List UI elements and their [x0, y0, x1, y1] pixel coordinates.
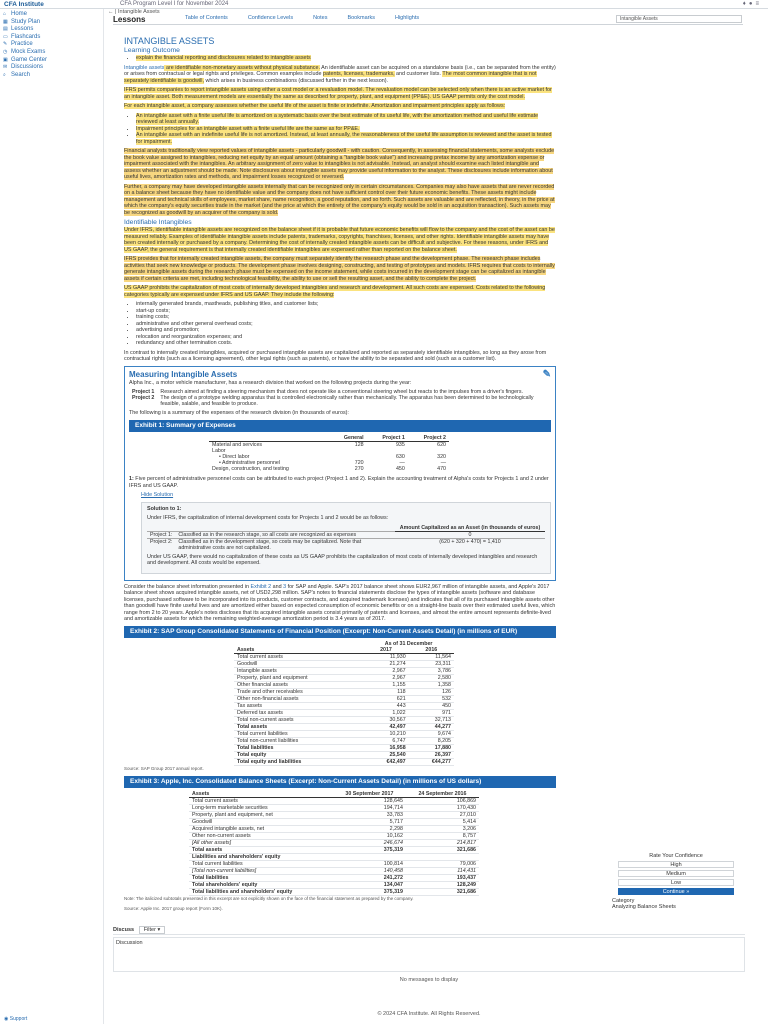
- column-header: General: [343, 435, 364, 441]
- table-cell: Other financial assets: [237, 682, 288, 688]
- table-row: [234, 745, 454, 752]
- table-cell: 27,010: [459, 812, 476, 818]
- back-arrow-icon[interactable]: ←: [108, 9, 114, 15]
- solution-title: Solution to 1:: [147, 505, 182, 512]
- apple-note: Note: The italicized subtotals presented in this excerpt are not explicitly shown on the face of the financial statement as prepared by the company.: [124, 896, 414, 901]
- table-cell: Total equity and liabilities: [237, 759, 302, 765]
- table-cell: 11,564: [435, 654, 451, 660]
- table-cell: Other non-current assets: [192, 833, 251, 839]
- table-cell: 935: [395, 442, 405, 448]
- table-cell: 532: [442, 696, 451, 702]
- sidebar-item-label: Lessons: [11, 26, 34, 33]
- table-cell: 23,311: [435, 661, 451, 667]
- table-cell: Total current assets: [192, 798, 238, 804]
- table-cell: 3,786: [437, 668, 451, 674]
- category-info: [612, 898, 740, 910]
- table-row: [189, 826, 479, 833]
- solution-panel: [141, 502, 551, 574]
- paragraph-research-development: IFRS provides that for internally created intangible assets, the company must separately identify the research phase and the development phase. The research phase includes activities that seek new knowledge or products. The development phase involves designing, constructing, and testing of prototypes and models. IFRS requires that costs to internally generate intangible assets during the research phase must be expensed on the income statement, while costs incurred in the development stage can be capitalized as intangible assets if certain criteria are met, including technological feasibility, the ability to use or sell the resulting asset, and the ability to complete the project.: [124, 256, 555, 282]
- sidebar-item-search[interactable]: [0, 72, 103, 80]
- sidebar-item-lessons[interactable]: [0, 26, 103, 34]
- table-row: [234, 710, 454, 717]
- projects-table: [129, 389, 551, 407]
- table-cell: 9,674: [437, 731, 451, 737]
- solution-row: [147, 531, 545, 538]
- table-cell: Total current assets: [237, 654, 283, 660]
- sidebar-icon-3: ▭: [3, 33, 8, 40]
- exhibit-2-link[interactable]: Exhibit 2: [250, 583, 272, 590]
- continue-button[interactable]: Continue »: [618, 888, 734, 895]
- table-cell: 1,022: [392, 710, 406, 716]
- table-cell: 44,277: [434, 724, 451, 730]
- table-cell: Total non-current assets: [237, 717, 294, 723]
- table-row: [189, 854, 479, 861]
- tab-confidence-levels[interactable]: Confidence Levels: [247, 15, 294, 21]
- table-cell: 375,319: [383, 889, 403, 895]
- table-cell: 2,967: [392, 668, 406, 674]
- table-row: [189, 875, 479, 882]
- expensed-item: • training costs;: [136, 314, 556, 321]
- table-cell: 450: [442, 703, 451, 709]
- table-row: [189, 889, 479, 896]
- table-cell: 25,540: [389, 752, 406, 758]
- table-cell: 320: [437, 454, 446, 460]
- table-cell: 33,783: [386, 812, 403, 818]
- table-cell: 100,814: [383, 861, 403, 867]
- project-text: The design of a prototype welding apparatus that is controlled electronically rather than mechanically. The apparatus has been determined to be technologically feasible, salable, and feasible to produce.: [160, 395, 534, 407]
- table-cell: Total non-current liabilities: [237, 738, 299, 744]
- table-cell: 5,717: [389, 819, 403, 825]
- table-cell: €44,277: [431, 759, 451, 765]
- table-cell: 620: [437, 442, 446, 448]
- solution-table: [147, 525, 545, 551]
- expensed-item: • redundancy and other termination costs.: [136, 340, 556, 347]
- tab-divider: [113, 24, 743, 25]
- table-cell: 30,567: [389, 717, 406, 723]
- table-row: [234, 731, 454, 738]
- apple-source: Source: Apple Inc. 2017 group report (Form 10K).: [124, 905, 223, 911]
- table-row: [234, 675, 454, 682]
- table-cell: Property, plant and equipment: [237, 675, 308, 681]
- table-cell: 214,817: [456, 840, 476, 846]
- table-cell: 8,757: [462, 833, 476, 839]
- paragraph-useful-life: For each intangible asset, a company assesses whether the useful life of the asset is finite or indefinite. Amortization and impairment principles apply as follows:: [124, 103, 506, 109]
- table-cell: €42,497: [386, 759, 406, 765]
- paragraph-us-gaap: US GAAP prohibits the capitalization of most costs of internally developed intangibles and research and development. All such costs are expensed. Costs related to the following categories typically are expensed under IFRS and US GAAP. They include the following:: [124, 285, 546, 298]
- table-cell: 443: [396, 703, 406, 709]
- category-label: Category: [612, 898, 635, 904]
- paragraph-analyst-caution: Financial analysts traditionally view reported values of intangible assets - particularly goodwill - with caution. Consequently, in assessing financial statements, some analysts exclude the book value assigned to intangibles, reducing net equity by an equal amount (obtaining a "tangible book value") and increasing pretax income by any amortization expense or impairment associated with the intangibles. An arbitrary assignment of zero value to intangibles is not advisable. Instead, an analyst should examine each listed intangible and assess whether an adjustment should be made. Note disclosures about intangible assets may provide useful information to the analyst. These disclosures include information about useful lives, amortization rates and methods, and impairment losses recognized or reversed.: [124, 148, 555, 180]
- column-header: Amount Capitalized as an Asset (in thousands of euros): [395, 525, 545, 532]
- discussion-header: [113, 925, 745, 935]
- table-cell: Goodwill: [237, 661, 258, 667]
- support-label: Support: [9, 1016, 28, 1022]
- table-cell: Other non-financial assets: [237, 696, 299, 702]
- table-cell: Acquired intangible assets, net: [192, 826, 265, 832]
- table-cell: 2,580: [437, 675, 451, 681]
- table-cell: 170,430: [456, 805, 476, 811]
- program-selector[interactable]: CFA Program Level I for November 2024: [120, 1, 229, 7]
- sidebar-icon-1: ▦: [3, 18, 8, 25]
- sidebar-nav: [0, 9, 103, 79]
- confidence-medium-button[interactable]: Medium: [618, 870, 734, 877]
- confidence-low-button[interactable]: Low: [618, 879, 734, 886]
- paragraph-intangibles-intro: Intangible assets are identifiable non-monetary assets without physical substance. An identifiable asset can be acquired on a standalone basis (i.e., can be separated from the entity) or arises from contractual or legal rights and privileges. Common examples include patents, licenses, trademarks, and customer lists. The most common intangible that is not separately identifiable is goodwill, which arises in business combinations (discussed further in the next lesson).: [124, 64, 556, 84]
- exhibit-3-link[interactable]: 3: [283, 583, 287, 590]
- example-title: Measuring Intangible Assets ✎: [129, 368, 551, 380]
- table-cell: 321,686: [456, 889, 476, 895]
- table-cell: 8,205: [437, 738, 451, 744]
- exhibit-1-header: Exhibit 1: Summary of Expenses: [129, 420, 551, 433]
- confidence-high-button[interactable]: High: [618, 861, 734, 868]
- table-cell: 270: [354, 466, 364, 472]
- sidebar-icon-4: ✎: [3, 41, 8, 48]
- table-cell: • Administrative personnel: [219, 460, 281, 466]
- amortization-item: • An intangible asset with an indefinite useful life is not amortized. Instead, at least annually, the reasonableness of the useful life assumption is reviewed and the asset is tested for impairment.: [136, 132, 556, 145]
- table-row: [189, 847, 479, 854]
- table-row: [234, 752, 454, 759]
- table-cell: Material and services: [212, 442, 263, 448]
- table-cell: [406, 854, 479, 861]
- sidebar-icon-8: ⌕: [3, 71, 6, 78]
- sidebar-icon-5: ◷: [3, 48, 8, 55]
- top-bar: [0, 0, 768, 9]
- lesson-title: INTANGIBLE ASSETS: [124, 36, 215, 46]
- table-cell: 321,686: [456, 847, 476, 853]
- column-header: Project 1: [382, 435, 405, 441]
- table-cell: 1,358: [437, 682, 451, 688]
- table-cell: 720: [354, 460, 364, 466]
- confidence-title: Rate Your Confidence: [649, 853, 703, 859]
- project-text: Research aimed at finding a steering mechanism that does not operate like a conventional steering wheel but reacts to the impulses from a driver's fingers.: [160, 389, 523, 395]
- table-cell: Total assets: [192, 847, 223, 853]
- table-cell: Goodwill: [192, 819, 213, 825]
- column-header: Assets: [192, 791, 210, 797]
- sidebar-item-discussions[interactable]: [0, 64, 103, 72]
- table-row: [189, 861, 479, 868]
- sidebar-icon-6: ▣: [3, 56, 8, 63]
- tab-highlights[interactable]: Highlights: [394, 15, 420, 21]
- table-row: [209, 466, 449, 472]
- table-cell: 6,747: [392, 738, 406, 744]
- sidebar-item-label: Home: [11, 11, 28, 17]
- column-header: 2017: [380, 647, 392, 653]
- table-row: [234, 696, 454, 703]
- sidebar-item-practice[interactable]: [0, 41, 103, 49]
- breadcrumb: ← | Intangible Assets: [108, 9, 160, 15]
- sidebar-item-label: Discussions: [11, 64, 44, 71]
- sidebar-item-label: Study Plan: [11, 18, 41, 25]
- table-cell: Long-term marketable securities: [192, 805, 268, 811]
- table-cell: Liabilities and shareholders' equity: [192, 854, 281, 860]
- no-messages-text: No messages to display: [399, 977, 459, 983]
- sidebar-item-game-center[interactable]: [0, 57, 103, 65]
- table-cell: Design, construction, and testing: [212, 466, 289, 472]
- table-cell: 17,880: [434, 745, 451, 751]
- paragraph-sap-apple: Consider the balance sheet information presented in Exhibit 2 and 3 for SAP and Apple. SAP's 2017 balance sheet shows EUR2,967 million of intangible assets, and Apple's 2017 balance sheet shows acquired intangible assets, net of USD2,298 million. SAP's notes to financial statements disclose the types of intangible assets (software and database licenses, purchased software to be incorporated into its products, customer contracts, and acquired trademark licenses) and indicates that all of its purchased intangible assets other than goodwill have finite useful lives and are amortized either based on expected consumption of economic benefits or on a straight-line basis over their estimated useful lives, which range from 2 to 20 years. Apple's notes discloses that its acquired intangible assets consist primarily of patents and licenses, and almost the entire amount represents definite-lived and amortizable assets for which the remaining weighted-average amortization period is 3.4 years as of 2017.: [124, 583, 556, 622]
- sap-balance-table: [234, 641, 454, 766]
- notifications-icon[interactable]: ♦: [742, 1, 749, 7]
- tab-table-of-contents[interactable]: Table of Contents: [185, 15, 228, 21]
- learning-outcome-item: • explain the financial reporting and disclosures related to intangible assets: [136, 55, 556, 62]
- table-row: [189, 833, 479, 840]
- solution-intro: Under IFRS, the capitalization of internal development costs for Projects 1 and 2 would be as follows:: [147, 515, 389, 521]
- expenses-table: [209, 435, 449, 472]
- table-cell: Total current liabilities: [237, 731, 288, 737]
- table-cell: Total shareholders' equity: [192, 882, 258, 888]
- table-cell: 10,162: [386, 833, 403, 839]
- page-title: Lessons: [113, 15, 146, 24]
- sidebar-icon-7: ✉: [3, 64, 8, 71]
- table-cell: 134,047: [383, 882, 403, 888]
- table-row: [234, 654, 454, 661]
- table-cell: [All other assets]: [192, 840, 232, 846]
- expensed-item: • internally generated brands, mastheads, publishing titles, and customer lists;: [136, 301, 556, 308]
- table-cell: 140,458: [383, 868, 403, 874]
- table-row: [234, 703, 454, 710]
- table-row: [189, 812, 479, 819]
- date-header: As of 31 December: [384, 641, 433, 647]
- table-cell: 375,319: [383, 847, 403, 853]
- table-cell: Property, plant and equipment, net: [192, 812, 273, 818]
- menu-icon[interactable]: ≡: [755, 1, 762, 7]
- table-row: [234, 717, 454, 724]
- tab-bookmarks[interactable]: Bookmarks: [347, 15, 375, 21]
- table-cell: • Direct labor: [219, 454, 250, 460]
- support-link[interactable]: [4, 1016, 27, 1022]
- column-header: Project 2: [423, 435, 446, 441]
- table-cell: 128: [354, 442, 364, 448]
- table-cell: 10,210: [389, 731, 406, 737]
- project-label: Project 2: [132, 395, 155, 401]
- solution-text: Classified as in the research stage, so all costs are recognized as expenses: [178, 531, 357, 538]
- table-row: [234, 759, 454, 766]
- table-cell: Total assets: [237, 724, 268, 730]
- top-right-icons: [743, 0, 762, 9]
- paragraph-ifrs-recognition: Under IFRS, identifiable intangible assets are recognized on the balance sheet if it is probable that future economic benefits will flow to the company and the cost of the asset can be measured reliably. Examples of identifiable intangible assets include patents, trademarks, copyrights, franchises, licenses, and other rights. Identifiable intangible assets may have been created internally or purchased by a company. Determining the cost of internally created intangible assets can be difficult and subjective. For these reasons, under IFRS and US GAAP, the general requirement is that internally created identifiable intangibles are expensed rather than reported on the balance sheet.: [124, 227, 555, 253]
- sidebar-item-label: Search: [11, 71, 31, 78]
- table-cell: —: [399, 460, 405, 466]
- column-header: 24 September 2016: [418, 791, 467, 797]
- user-icon[interactable]: ●: [748, 1, 756, 7]
- table-row: [189, 882, 479, 889]
- table-row: [234, 689, 454, 696]
- table-row: [234, 682, 454, 689]
- column-header: 2016: [425, 647, 438, 653]
- table-cell: 11,930: [389, 654, 406, 660]
- sap-source: Source: SAP Group 2017 annual report.: [124, 766, 204, 771]
- category-value: Analyzing Balance Sheets: [612, 904, 676, 910]
- table-row: [189, 840, 479, 847]
- table-row: [189, 798, 479, 805]
- table-cell: 241,272: [383, 875, 403, 881]
- learning-outcome-heading: Learning Outcome: [124, 47, 180, 54]
- table-cell: 5,414: [462, 819, 476, 825]
- table-cell: 118: [397, 689, 406, 695]
- cfa-logo[interactable]: CFA Institute: [4, 1, 44, 8]
- table-cell: 1,155: [392, 682, 406, 688]
- table-cell: 971: [442, 710, 451, 716]
- table-cell: Tax assets: [237, 703, 263, 709]
- table-cell: Total liabilities and shareholders' equity: [192, 889, 293, 895]
- sidebar-item-label: Practice: [11, 41, 33, 48]
- table-cell: 2,967: [392, 675, 406, 681]
- solution-us-gaap: Under US GAAP, there would no capitalization of these costs as US GAAP prohibits the capitalization of most costs of internally developed intangibles and research and development. All costs would be expensed.: [147, 553, 538, 566]
- solution-row: [147, 538, 545, 551]
- table-cell: 630: [395, 454, 405, 460]
- table-cell: 114,431: [457, 868, 476, 874]
- paragraph-measurement-models: IFRS permits companies to report intangible assets using either a cost model or a revaluation model. The revaluation model can be selected only when there is an active market for an intangible asset. Both measurement models are essentially the same as described for property, plant, and equipment (PP&E). US GAAP permits only the cost model.: [124, 87, 552, 100]
- project-label: Project 1: [132, 389, 155, 395]
- table-row: [189, 805, 479, 812]
- solution-amount: (620 + 320 + 470) = 1,410: [439, 538, 501, 545]
- sidebar: [0, 9, 104, 1024]
- example-box: [124, 366, 556, 581]
- identifiable-intangibles-heading: Identifiable Intangibles: [124, 219, 192, 226]
- edit-note-icon[interactable]: ✎: [542, 368, 551, 380]
- discuss-label: Discuss: [113, 927, 135, 933]
- expensed-item: • advertising and promotion;: [136, 327, 556, 334]
- filter-dropdown[interactable]: Filter ▾: [139, 926, 166, 934]
- table-cell: 126: [442, 689, 451, 695]
- table-cell: —: [440, 460, 446, 466]
- paragraph-acquired-intangibles: In contrast to internally created intangibles, acquired or purchased intangible assets are capitalized and reported as separately identifiable intangibles, so long as they arose from contractual rights (such as a licensing agreement), other legal rights (such as patents), or have the ability to be separated and sold (such as a customer list).: [124, 349, 547, 362]
- table-cell: 21,274: [389, 661, 406, 667]
- solution-label: Project 2:: [150, 538, 173, 545]
- table-row: [234, 724, 454, 731]
- footer: © 2024 CFA Institute. All Rights Reserved.: [377, 1011, 481, 1017]
- table-cell: 106,869: [456, 798, 476, 804]
- table-cell: Deferred tax assets: [237, 710, 283, 716]
- table-cell: 26,397: [434, 752, 451, 758]
- table-row: [234, 661, 454, 668]
- table-cell: 128,645: [383, 798, 403, 804]
- exhibit-3-header: Exhibit 3: Apple, Inc. Consolidated Balance Sheets (Excerpt: Non-Current Assets Detail) (in millions of US dollars): [124, 776, 556, 789]
- sidebar-icon-0: ⌂: [3, 11, 7, 17]
- table-row: [189, 819, 479, 826]
- discussion-section: [113, 925, 745, 983]
- table-cell: Trade and other receivables: [237, 689, 303, 695]
- amortization-item: • An intangible asset with a finite useful life is amortized on a systematic basis over the best estimate of its useful life, with the amortization method and useful life estimate reviewed at least annually.: [136, 113, 556, 126]
- expensed-item: • administrative and other general overhead costs;: [136, 321, 556, 328]
- question-1: 1: Five percent of administrative personnel costs can be attributed to each project (Project 1 and 2). Explain the accounting treatment of Alpha's costs for Projects 1 and 2 under IFRS and US GAAP.: [129, 476, 549, 489]
- table-cell: 16,958: [389, 745, 406, 751]
- lesson-tabs: [185, 15, 439, 21]
- table-cell: Intangible assets: [237, 668, 277, 674]
- table-cell: 450: [395, 466, 405, 472]
- table-cell: Labor: [212, 448, 226, 454]
- tab-notes[interactable]: Notes: [313, 15, 328, 21]
- table-cell: [333, 854, 406, 861]
- expensed-costs-list: [132, 301, 556, 347]
- amortization-list: [132, 113, 556, 146]
- expensed-item: • relocation and reorganization expenses; and: [136, 334, 556, 341]
- sidebar-item-mock-exams[interactable]: [0, 49, 103, 57]
- sidebar-item-study-plan[interactable]: [0, 19, 103, 27]
- table-row: [234, 738, 454, 745]
- table-cell: Total liabilities: [237, 745, 274, 751]
- sidebar-item-label: Mock Exams: [11, 48, 46, 55]
- table-cell: Total liabilities: [192, 875, 229, 881]
- hide-solution-link[interactable]: Hide Solution: [141, 492, 174, 498]
- solution-label: Project 1:: [150, 531, 173, 538]
- exhibit-2-header: Exhibit 2: SAP Group Consolidated Statements of Financial Position (Excerpt: Non-Current Assets Detail) (in millions of EUR): [124, 626, 556, 639]
- solution-amount: 0: [468, 531, 472, 538]
- discussion-input[interactable]: Discussion: [113, 937, 745, 972]
- table-cell: 32,713: [434, 717, 451, 723]
- example-summary: The following is a summary of the expenses of the research division (in thousands of euros):: [129, 410, 349, 416]
- table-cell: 79,006: [459, 861, 476, 867]
- table-cell: 3,206: [462, 826, 476, 832]
- table-cell: 246,674: [383, 840, 403, 846]
- table-cell: 193,437: [456, 875, 476, 881]
- column-header: 30 September 2017: [345, 791, 394, 797]
- column-header: Assets: [237, 647, 255, 653]
- sidebar-item-label: Flashcards: [11, 33, 41, 40]
- table-row: [234, 668, 454, 675]
- table-cell: 470: [437, 466, 446, 472]
- project-row: [129, 395, 551, 407]
- table-cell: 128,249: [456, 882, 476, 888]
- table-row: [189, 868, 479, 875]
- expensed-item: • start-up costs;: [136, 308, 556, 315]
- lesson-content: [124, 36, 556, 915]
- apple-balance-table: [189, 791, 479, 896]
- table-cell: 621: [396, 696, 406, 702]
- support-icon: ◉: [4, 1016, 10, 1022]
- example-intro: Alpha Inc., a motor vehicle manufacturer, has a research division that worked on the following projects during the year:: [129, 379, 412, 386]
- table-cell: [Total non-current liabilities]: [192, 868, 257, 874]
- sidebar-item-label: Game Center: [11, 56, 48, 63]
- solution-text: Classified as in the development stage, so costs may be capitalized. Note that administrative costs are not capitalized.: [178, 538, 362, 551]
- table-cell: Total equity: [237, 752, 267, 758]
- paragraph-internal-intangibles: Further, a company may have developed intangible assets internally that can be recognized only in certain circumstances. Companies may also have assets that are never recorded on a balance sheet because they have no identifiable value and the company does not have sufficient control over their future economic benefits. These assets might include management and technical skills of employees, market share, name recognition, a good reputation, and so forth. Such assets are valuable and are reflected, in theory, in the price at which the company's equity securities trade in the market (and the price at which the entirety of the company's equity would be sold in an acquisition transaction). Such assets may be recognized as goodwill by an acquirer of the company is sold.: [124, 183, 555, 216]
- breadcrumb-current: Intangible Assets: [118, 9, 160, 15]
- table-cell: 42,497: [389, 724, 406, 730]
- sidebar-icon-2: ▤: [3, 26, 8, 33]
- table-cell: 2,298: [389, 826, 403, 832]
- table-cell: 194,714: [383, 805, 403, 811]
- lesson-search-input[interactable]: Intangible Assets: [616, 15, 742, 23]
- sidebar-item-flashcards[interactable]: [0, 34, 103, 42]
- sidebar-item-home[interactable]: [0, 11, 103, 19]
- amortization-item: • Impairment principles for an intangible asset with a finite useful life are the same as for PP&E.: [136, 126, 556, 133]
- table-cell: Total current liabilities: [192, 861, 243, 867]
- confidence-panel: [612, 853, 740, 910]
